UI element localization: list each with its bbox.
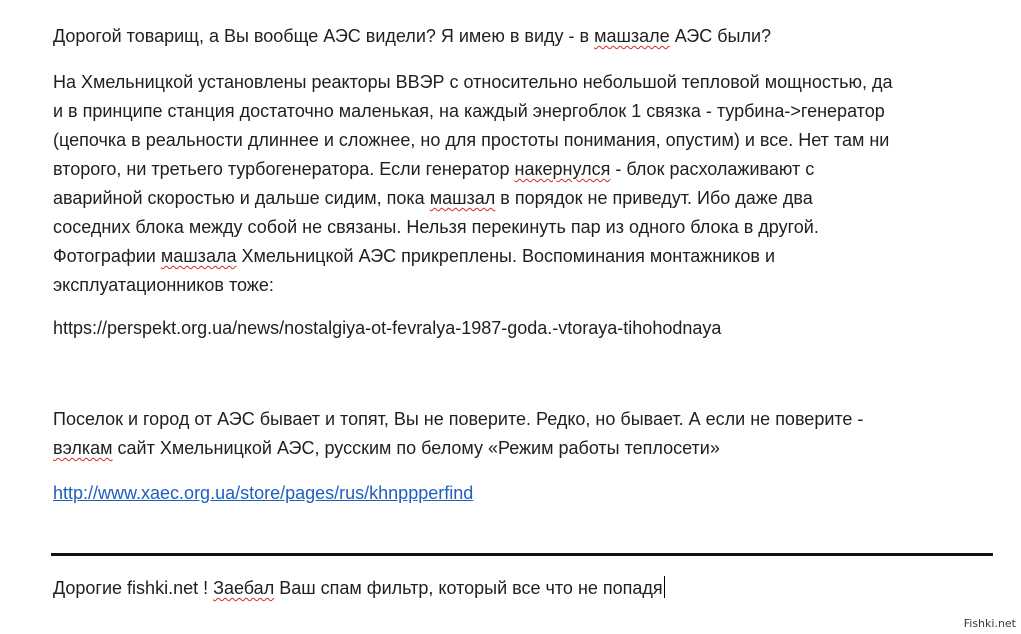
misspelled-word: машзал xyxy=(429,188,496,208)
watermark: Fishki.net xyxy=(963,617,1016,630)
text-run: Дорогие fishki.net ! xyxy=(53,578,214,598)
url-text: https://perspekt.org.ua/news/nostalgiya-ot-fevralya-1987-goda.-vtoraya-tihohodnaya xyxy=(53,318,722,338)
paragraph-6[interactable] xyxy=(53,574,983,603)
hyperlink[interactable]: http://www.xaec.org.ua/store/pages/rus/khnppperfind xyxy=(53,483,474,503)
text-cursor xyxy=(664,576,665,598)
text-line: эксплуатационников тоже: xyxy=(53,275,274,295)
text-line: Поселок и город от АЭС бывает и топят, Вы не поверите. Редко, но бывает. А если не поверите - xyxy=(53,409,864,429)
text-line xyxy=(53,155,983,184)
paragraph-1 xyxy=(53,22,983,51)
text-run: Фотографии xyxy=(53,246,161,266)
paragraph-2 xyxy=(53,68,983,300)
misspelled-word: вэлкам xyxy=(53,438,113,458)
misspelled-word: машзала xyxy=(160,246,237,266)
misspelled-word: накернулся xyxy=(514,159,611,179)
text-run: второго, ни третьего турбогенератора. Если генератор xyxy=(53,159,515,179)
paragraph-link xyxy=(53,479,983,508)
text-run: аварийной скоростью и дальше сидим, пока xyxy=(53,188,430,208)
text-run: Хмельницкой АЭС прикреплены. Воспоминания монтажников и xyxy=(236,246,776,266)
paragraph-url-text xyxy=(53,314,983,343)
text-run: Ваш спам фильтр, который все что не попадя xyxy=(274,578,663,598)
text-line xyxy=(53,479,983,508)
text-line: и в принципе станция достаточно маленькая, на каждый энергоблок 1 связка - турбина->генератор xyxy=(53,101,885,121)
horizontal-rule xyxy=(51,553,993,556)
paragraph-4 xyxy=(53,405,983,463)
text-line: соседних блока между собой не связаны. Нельзя перекинуть пар из одного блока в другой. xyxy=(53,217,819,237)
text-line xyxy=(53,22,983,51)
text-run: в порядок не приведут. Ибо даже два xyxy=(495,188,813,208)
text-run: Дорогой товарищ, а Вы вообще АЭС видели? Я имею в виду - в xyxy=(53,26,595,46)
text-line: На Хмельницкой установлены реакторы ВВЭР с относительно небольшой тепловой мощностью, да xyxy=(53,72,893,92)
text-line xyxy=(53,434,983,463)
misspelled-word: машзале xyxy=(594,26,670,46)
text-run: АЭС были? xyxy=(669,26,772,46)
text-line xyxy=(53,574,983,603)
text-run: сайт Хмельницкой АЭС, русским по белому «Режим работы теплосети» xyxy=(112,438,720,458)
text-line: (цепочка в реальности длиннее и сложнее, но для простоты понимания, опустим) и все. Нет там ни xyxy=(53,130,890,150)
text-line xyxy=(53,242,983,271)
text-run: - блок расхолаживают с xyxy=(610,159,815,179)
text-line xyxy=(53,184,983,213)
misspelled-word: Заебал xyxy=(213,578,275,598)
